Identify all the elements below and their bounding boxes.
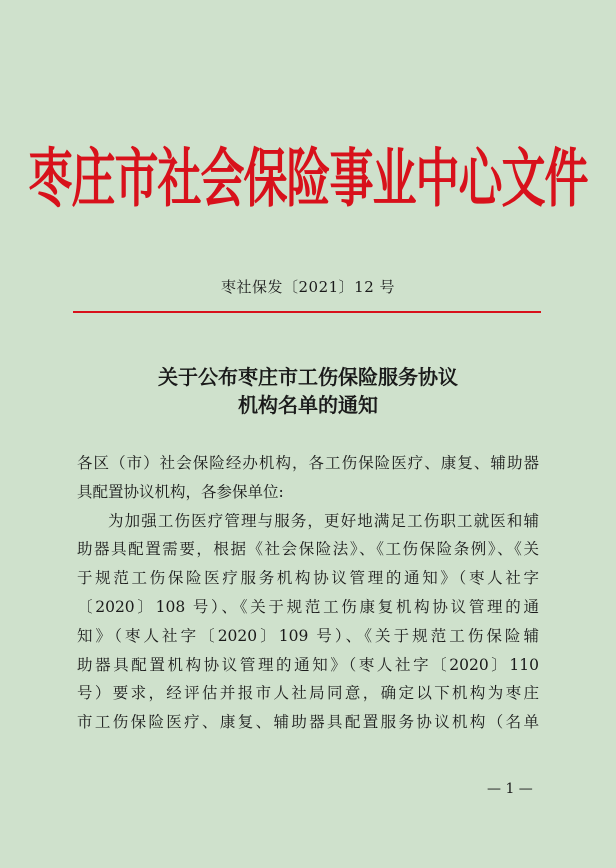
- paragraph-line: 号）要求，经评估并报市人社局同意，确定以下机构为枣庄: [77, 684, 539, 703]
- document-body: [77, 449, 539, 737]
- document-number: 枣社保发〔2021〕12 号: [220, 278, 396, 296]
- title-line-1: 关于公布枣庄市工伤保险服务协议: [158, 365, 458, 389]
- paragraph-line: 知》（枣人社字〔2020〕109 号）、《关于规范工伤保险辅: [77, 626, 539, 645]
- salutation-line: 各区（市）社会保险经办机构，各工伤保险医疗、康复、辅助器: [77, 454, 539, 472]
- page-number: — 1 —: [487, 781, 533, 797]
- paragraph-line: 助器具配置机构协议管理的通知》（枣人社字〔2020〕110: [77, 655, 539, 674]
- document-masthead: [0, 142, 616, 218]
- red-divider-line: [73, 311, 541, 313]
- title-line-2: 机构名单的通知: [238, 393, 378, 417]
- salutation-line: 具配置协议机构，各参保单位:: [77, 482, 284, 501]
- paragraph-line: 助器具配置需要，根据《社会保险法》、《工伤保险条例》、《关: [77, 540, 539, 559]
- paragraph-line: 市工伤保险医疗、康复、辅助器具配置服务协议机构（名单: [77, 713, 539, 732]
- paragraph-line: 于规范工伤保险医疗服务机构协议管理的通知》（枣人社字: [77, 569, 539, 588]
- masthead-text: 枣庄市社会保险事业中心文件: [28, 142, 588, 217]
- paragraph-line: 为加强工伤医疗管理与服务，更好地满足工伤职工就医和辅: [108, 511, 539, 530]
- document-title: [0, 363, 616, 419]
- paragraph-line: 〔2020〕108 号）、《关于规范工伤康复机构协议管理的通: [77, 597, 539, 616]
